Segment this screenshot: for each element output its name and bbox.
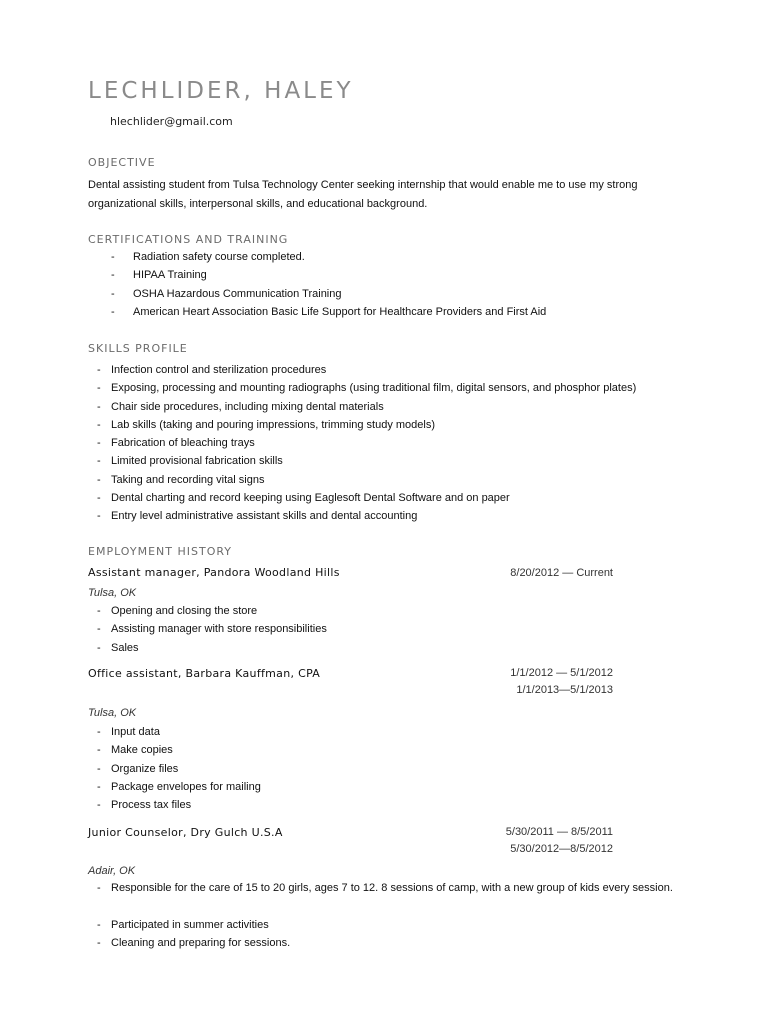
bullet-dash: -: [111, 305, 115, 318]
list-item: - Entry level administrative assistant skills and dental accounting: [0, 507, 768, 525]
list-item: - Exposing, processing and mounting radiographs (using traditional film, digital sensors, and phosphor plates): [0, 379, 768, 397]
list-item: - Make copies: [0, 741, 768, 759]
bullet-dash: -: [97, 726, 101, 738]
skills-heading: SKILLS PROFILE: [88, 342, 188, 355]
bullet-dash: -: [97, 382, 101, 395]
list-item: - Package envelopes for mailing: [0, 778, 768, 796]
employment-heading: EMPLOYMENT HISTORY: [88, 545, 233, 558]
list-item: - Dental charting and record keeping using Eaglesoft Dental Software and on paper: [0, 489, 768, 507]
list-item: - Cleaning and preparing for sessions.: [0, 934, 768, 952]
job-duties-list: [0, 723, 768, 814]
job-dates: 1/1/2012 — 5/1/2012 1/1/2013—5/1/2013: [510, 667, 613, 696]
bullet-dash: -: [97, 780, 101, 793]
bullet-dash: -: [111, 287, 115, 300]
list-item: - Opening and closing the store: [0, 602, 768, 620]
list-item: - Process tax files: [0, 796, 768, 814]
bullet-dash: -: [97, 418, 101, 431]
job-location: Tulsa, OK: [88, 587, 137, 599]
job-dates: 5/30/2011 — 8/5/2011 5/30/2012—8/5/2012: [505, 826, 613, 855]
list-item: - Participated in summer activities: [0, 916, 768, 934]
list-item: - Infection control and sterilization procedures: [0, 361, 768, 379]
list-item: - Chair side procedures, including mixing dental materials: [0, 398, 768, 416]
job-title: Office assistant, Barbara Kauffman, CPA: [88, 667, 321, 680]
bullet-dash: -: [97, 364, 101, 376]
bullet-dash: -: [97, 437, 101, 450]
bullet-dash: -: [97, 623, 101, 636]
list-item: - Assisting manager with store responsibilities: [0, 620, 768, 638]
list-item: - HIPAA Training: [0, 266, 768, 284]
job-location: Adair, OK: [88, 865, 136, 877]
job-location: Tulsa, OK: [88, 707, 137, 719]
list-item: - Lab skills (taking and pouring impressions, trimming study models): [0, 416, 768, 434]
list-item: - Taking and recording vital signs: [0, 471, 768, 489]
bullet-dash: -: [111, 269, 115, 282]
list-item: - Radiation safety course completed.: [0, 248, 768, 266]
list-item: - OSHA Hazardous Communication Training: [0, 285, 768, 303]
bullet-dash: -: [111, 251, 115, 263]
bullet-dash: -: [97, 400, 101, 413]
job-title: Junior Counselor, Dry Gulch U.S.A: [88, 826, 283, 839]
email-address: hlechlider@gmail.com: [110, 115, 233, 128]
bullet-dash: -: [97, 492, 101, 505]
job-duties-list: [0, 879, 768, 952]
bullet-dash: -: [97, 605, 101, 617]
job-dates: 8/20/2012 — Current: [510, 567, 613, 579]
bullet-dash: -: [97, 918, 101, 931]
list-item: - American Heart Association Basic Life Support for Healthcare Providers and First Aid: [0, 303, 768, 321]
objective-heading: OBJECTIVE: [88, 156, 156, 169]
job-duties-list: [0, 602, 768, 657]
bullet-dash: -: [97, 799, 101, 812]
certifications-list: [0, 248, 768, 321]
certifications-heading: CERTIFICATIONS AND TRAINING: [88, 233, 289, 246]
list-item: - Fabrication of bleaching trays: [0, 434, 768, 452]
bullet-dash: -: [97, 510, 101, 523]
skills-list: [0, 361, 768, 526]
job-title: Assistant manager, Pandora Woodland Hills: [88, 566, 340, 579]
list-item: - Sales: [0, 639, 768, 657]
bullet-dash: -: [97, 473, 101, 486]
list-item: - Input data: [0, 723, 768, 741]
bullet-dash: -: [97, 641, 101, 654]
bullet-dash: -: [97, 762, 101, 775]
objective-text: Dental assisting student from Tulsa Technology Center seeking internship that would enable me to use my strong organizational skills, interpersonal skills, and educational background.: [88, 179, 638, 210]
list-item: - Organize files: [0, 760, 768, 778]
list-item: - Limited provisional fabrication skills: [0, 452, 768, 470]
bullet-dash: -: [97, 455, 101, 468]
candidate-name: LECHLIDER, HALEY: [88, 78, 354, 104]
bullet-dash: -: [97, 744, 101, 757]
bullet-dash: -: [97, 882, 101, 894]
bullet-dash: -: [97, 936, 101, 949]
list-item: - Responsible for the care of 15 to 20 girls, ages 7 to 12. 8 sessions of camp, with a new group of kids every session.: [0, 879, 768, 916]
